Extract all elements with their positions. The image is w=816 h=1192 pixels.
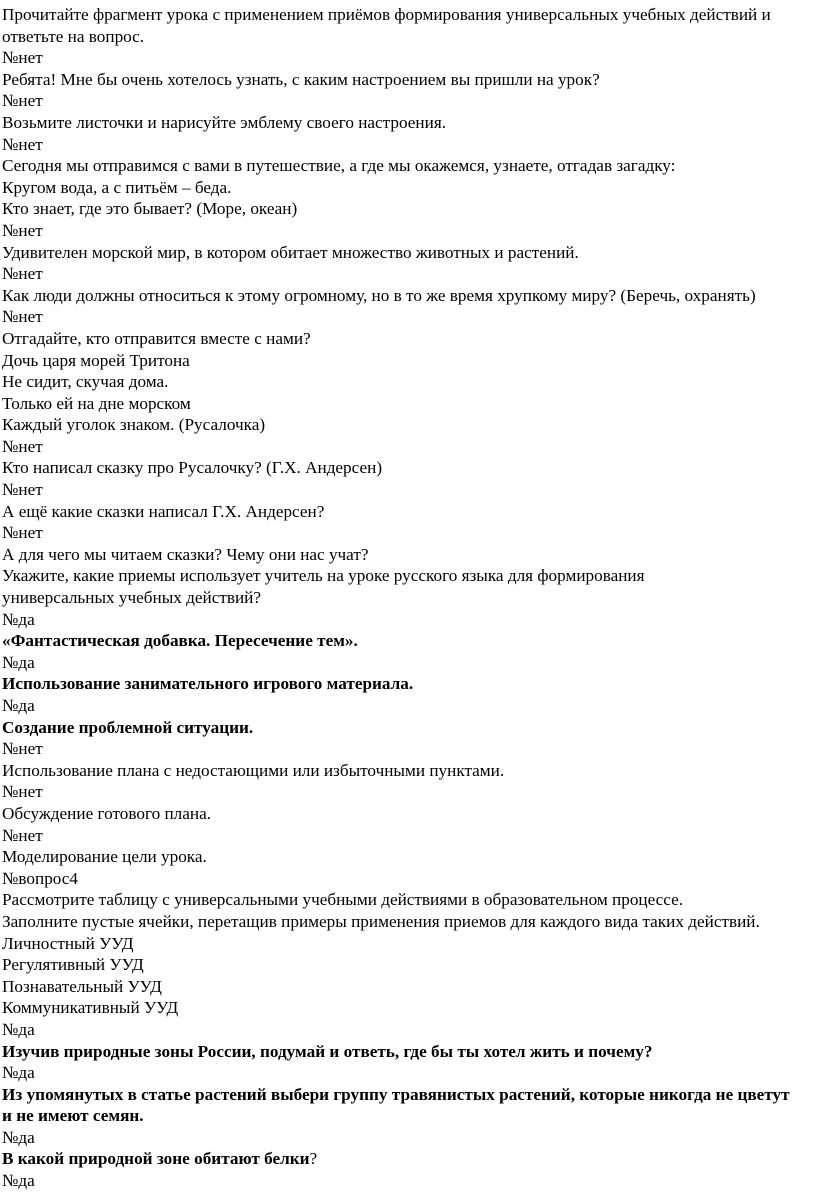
text-line: Регулятивный УУД (2, 955, 144, 975)
text-line: Укажите, какие приемы использует учитель на уроке русского языка для формирования универсальных учебных действий? (2, 566, 645, 608)
answer-marker: №да (2, 1019, 35, 1039)
text-line: Личностный УУД (2, 933, 134, 953)
answer-marker: №нет (2, 782, 43, 802)
bold-statement: В какой природной зоне обитают белки? (2, 1149, 318, 1169)
answer-marker: №нет (2, 436, 43, 456)
answer-marker: №да (2, 1063, 35, 1083)
text-line: А ещё какие сказки написал Г.Х. Андерсен? (2, 501, 325, 521)
text-line: Использование плана с недостающими или избыточными пунктами. (2, 760, 505, 780)
document-body (2, 4, 814, 1192)
text-line: Коммуникативный УУД (2, 998, 179, 1018)
answer-marker: №нет (2, 220, 43, 240)
text-line: Обсуждение готового плана. (2, 803, 211, 823)
text-line: Не сидит, скучая дома. (2, 372, 169, 392)
answer-marker: №да (2, 696, 35, 715)
answer-marker: №нет (2, 825, 43, 845)
answer-marker: №да (2, 609, 35, 629)
answer-marker: №нет (2, 523, 43, 543)
text-line: Заполните пустые ячейки, перетащив примеры применения приемов для каждого вида таких действий. (2, 911, 760, 931)
answer-marker: №да (2, 652, 35, 672)
answer-marker: №нет (2, 307, 43, 327)
answer-marker: №нет (2, 91, 43, 111)
text-line: Рассмотрите таблицу с универсальными учебными действиями в образовательном процессе. (2, 890, 684, 910)
answer-marker: №нет (2, 480, 43, 500)
text-line: Прочитайте фрагмент урока с применением приёмов формирования универсальных учебных действий и ответьте на вопрос. (2, 5, 771, 46)
text-line: Кто написал сказку про Русалочку? (Г.Х. Андерсен) (2, 458, 383, 478)
text-line: Кто знает, где это бывает? (Море, океан) (2, 199, 298, 219)
answer-marker: №да (2, 1127, 35, 1147)
text-line: Только ей на дне морском (2, 393, 191, 413)
text-line: Сегодня мы отправимся с вами в путешествие, а где мы окажемся, узнаете, отгадав загадку: (2, 156, 676, 176)
text-line: Удивителен морской мир, в котором обитает множество животных и растений. (2, 242, 579, 262)
text-line: Дочь царя морей Тритона (2, 350, 190, 370)
text-line: Отгадайте, кто отправится вместе с нами? (2, 328, 311, 348)
answer-marker: №нет (2, 739, 43, 759)
text-line: Возьмите листочки и нарисуйте эмблему своего настроения. (2, 112, 447, 132)
text-line: Моделирование цели урока. (2, 847, 207, 867)
answer-marker: №нет (2, 48, 43, 68)
answer-marker: №нет (2, 264, 43, 284)
answer-marker: №да (2, 1171, 35, 1191)
text-line: Познавательный УУД (2, 976, 162, 996)
bold-statement: Создание проблемной ситуации. (2, 717, 254, 737)
text-line: А для чего мы читаем сказки? Чему они нас учат? (2, 544, 369, 564)
text-line: Каждый уголок знаком. (Русалочка) (2, 415, 266, 435)
answer-marker: №вопрос4 (2, 868, 79, 888)
text-line: Кругом вода, а с питьём – беда. (2, 177, 232, 197)
bold-statement: «Фантастическая добавка. Пересечение тем». (2, 631, 358, 651)
answer-marker: №нет (2, 134, 43, 154)
text-line: Как люди должны относиться к этому огромному, но в то же время хрупкому миру? (Беречь, охранять) (2, 285, 756, 305)
bold-statement: Использование занимательного игрового материала. (2, 674, 414, 694)
bold-statement: Из упомянутых в статье растений выбери группу травянистых растений, которые никогда не цветут и не имеют семян. (2, 1084, 790, 1126)
bold-statement: Изучив природные зоны России, подумай и ответь, где бы ты хотел жить и почему? (2, 1041, 653, 1061)
text-line: Ребята! Мне бы очень хотелось узнать, с каким настроением вы пришли на урок? (2, 69, 600, 89)
